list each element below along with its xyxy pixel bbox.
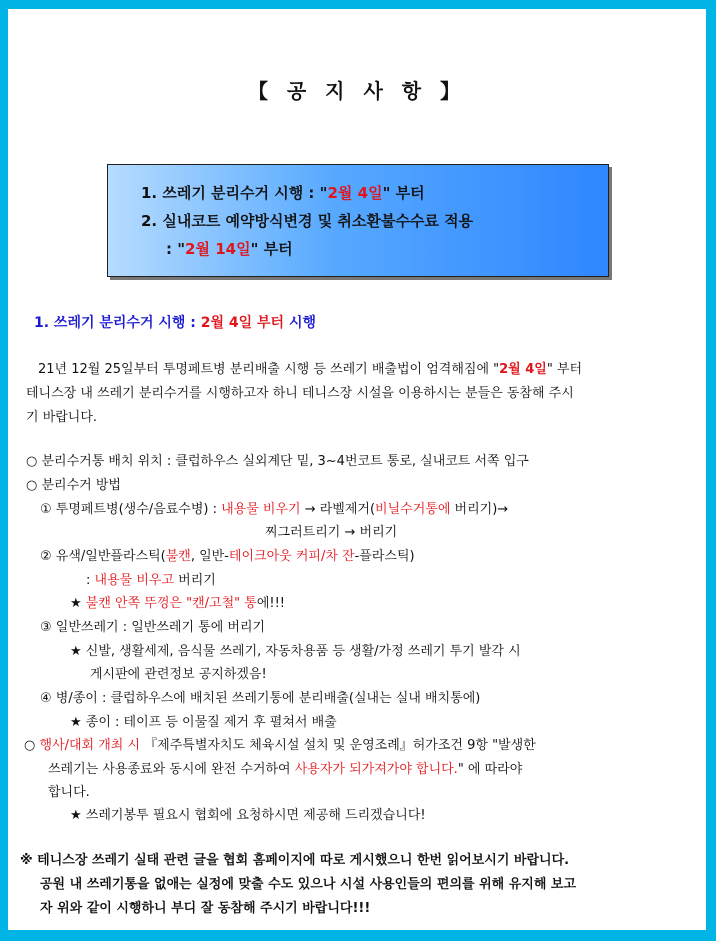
event-line-3: 합니다. xyxy=(48,785,90,800)
m2-c: -플라스틱) xyxy=(354,549,415,564)
m2-l2a: : xyxy=(86,573,95,588)
footer-line-3: 자 위와 같이 시행하니 부디 잘 동참해 주시기 바랍니다!!! xyxy=(40,901,371,916)
summary-line-1 xyxy=(141,182,425,203)
notice-sheet xyxy=(8,9,706,930)
event-l2a: 쓰레기는 사용종료와 동시에 완전 수거하여 xyxy=(48,762,295,777)
section-1-after: 시행 xyxy=(284,315,317,331)
event-line-4: ★ 쓰레기봉투 필요시 협회에 요청하시면 제공해 드리겠습니다! xyxy=(70,808,426,823)
event-a: ○ xyxy=(24,738,40,753)
intro-line-1-a: 21년 12월 25일부터 투명페트병 분리배출 시행 등 쓰레기 배출법이 엄격해짐에 " xyxy=(38,362,500,377)
event-l2b: " 에 따라야 xyxy=(457,762,523,777)
summary-box xyxy=(107,164,609,277)
m2-red1: 불캔 xyxy=(165,549,191,564)
method-3-line-2: ★ 신발, 생활세제, 음식물 쓰레기, 자동차용품 등 생활/가정 쓰레기 투기 발각 시 xyxy=(70,644,521,659)
footer-line-1: ※ 테니스장 쓰레기 실태 관련 글을 협회 홈페이지에 따로 게시했으니 한번 읽어보시기 바랍니다. xyxy=(20,853,570,868)
intro-line-3: 기 바랍니다. xyxy=(26,410,98,425)
event-line-1 xyxy=(24,737,536,755)
method-1-line-2: 찌그러트리기 → 버리기 xyxy=(265,525,398,540)
footer-line-2: 공원 내 쓰레기통을 없애는 실정에 맞출 수도 있으나 시설 사용인들의 편의를 위해 유지해 보고 xyxy=(40,877,577,892)
bin-location: ○ 분리수거통 배치 위치 : 클럽하우스 실외계단 밑, 3~4번코트 통로, 실내코트 서쪽 입구 xyxy=(26,454,529,469)
method-3-line-1: ③ 일반쓰레기 : 일반쓰레기 통에 버리기 xyxy=(40,620,266,635)
m2-l2red: 내용물 비우고 xyxy=(94,573,174,588)
m2-red2: 테이크아웃 커피/차 잔 xyxy=(228,549,355,564)
event-l2red: 사용자가 되가져가야 합니다. xyxy=(294,762,458,777)
event-red1: 행사/대회 개최 시 xyxy=(39,738,141,753)
summary-line-1-date: 2월 4일 xyxy=(327,184,383,202)
method-2-line-2 xyxy=(86,572,216,590)
summary-line-1-after: " 부터 xyxy=(382,184,425,202)
method-4-line-1: ④ 병/종이 : 클럽하우스에 배치된 쓰레기통에 분리배출(실내는 실내 배치통에) xyxy=(40,691,481,706)
intro-line-1 xyxy=(38,361,582,379)
summary-line-3-text: : " xyxy=(166,240,186,258)
event-b: 『제주특별자치도 체육시설 설치 및 운영조례』허가조건 9항 "발생한 xyxy=(140,738,536,753)
m1-red1: 내용물 비우기 xyxy=(221,502,301,517)
m1-a: ① 투명페트병(생수/음료수병) : xyxy=(40,502,222,517)
method-2-line-3 xyxy=(70,595,285,613)
summary-line-3 xyxy=(166,238,293,259)
method-2-line-1 xyxy=(40,548,415,566)
intro-line-1-b: " 부터 xyxy=(546,362,583,377)
intro-line-1-date: 2월 4일 xyxy=(499,362,547,377)
method-1-line-1 xyxy=(40,501,508,519)
m1-c: 버리기)→ xyxy=(450,502,509,517)
m2-b: , 일반- xyxy=(190,549,229,564)
summary-line-3-date: 2월 14일 xyxy=(185,240,251,258)
section-1-heading xyxy=(34,312,316,332)
section-1-date: 2월 4일 부터 xyxy=(200,315,285,331)
summary-line-1-text: 1. 쓰레기 분리수거 시행 : " xyxy=(141,184,328,202)
intro-line-2: 테니스장 내 쓰레기 분리수거를 시행하고자 하니 테니스장 시설을 이용하시는 분들은 동참해 주시 xyxy=(26,386,574,401)
method-4-line-2: ★ 종이 : 테이프 등 이물질 제거 후 펼쳐서 배출 xyxy=(70,715,337,730)
notice-title: 【 공 지 사 항 】 xyxy=(247,79,467,103)
method-3-line-3: 게시판에 관련정보 공지하겠음! xyxy=(90,667,267,682)
m2-l3b: 에!!! xyxy=(256,596,286,611)
m1-b: → 라벨제거( xyxy=(300,502,376,517)
m2-a: ② 유색/일반플라스틱( xyxy=(40,549,166,564)
summary-line-3-after: " 부터 xyxy=(250,240,293,258)
m1-red2: 비닐수거통에 xyxy=(375,502,451,517)
summary-line-2: 2. 실내코트 예약방식변경 및 취소환불수수료 적용 xyxy=(141,212,474,230)
method-title: ○ 분리수거 방법 xyxy=(26,478,121,493)
section-1-label: 1. 쓰레기 분리수거 시행 : xyxy=(34,315,201,331)
event-line-2 xyxy=(48,761,522,779)
m2-l3a: ★ xyxy=(70,596,86,611)
m2-l2b: 버리기 xyxy=(174,573,216,588)
m2-l3red: 불캔 안쪽 뚜껑은 "캔/고철" 통 xyxy=(85,596,257,611)
